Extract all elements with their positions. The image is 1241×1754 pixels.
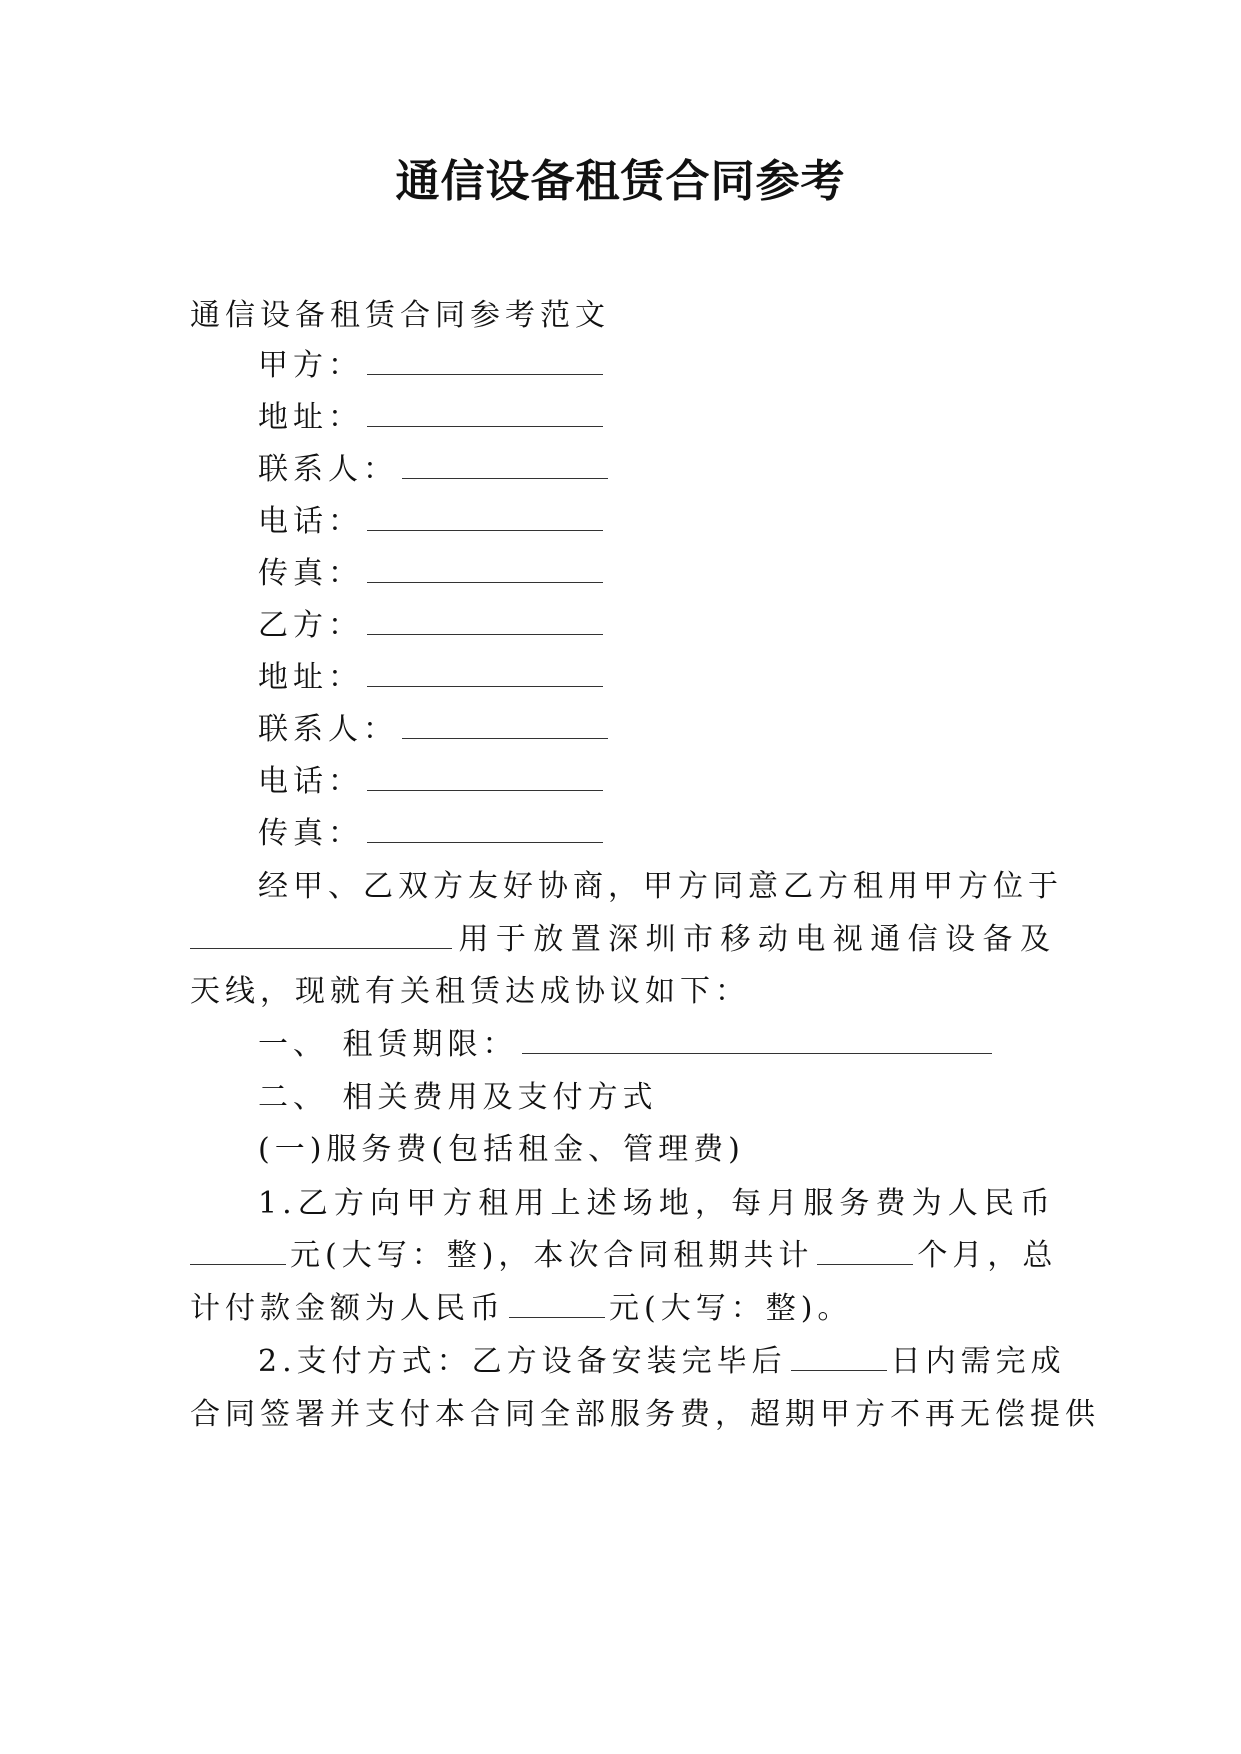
intro-line-1: 经甲、乙双方友好协商，甲方同意乙方租用甲方位于 xyxy=(258,869,1063,904)
party-b-contact-blank[interactable] xyxy=(402,732,608,739)
clause-2-line-1 xyxy=(258,1342,1066,1382)
clause-2-line-1a: 2.支付方式：乙方设备安装完毕后 xyxy=(258,1344,787,1379)
document-subtitle: 通信设备租赁合同参考范文 xyxy=(190,298,610,333)
party-b-fax-row xyxy=(258,814,1055,854)
party-a-address-blank[interactable] xyxy=(367,420,603,427)
party-b-blank[interactable] xyxy=(367,628,603,635)
intro-line-2-text: 用于放置深圳市移动电视通信设备及 xyxy=(456,922,1055,957)
party-b-address-blank[interactable] xyxy=(367,680,603,687)
months-blank[interactable] xyxy=(817,1258,913,1265)
clause-2-line-2: 合同签署并支付本合同全部服务费，超期甲方不再无偿提供 xyxy=(190,1397,1100,1432)
clause-1-line-3 xyxy=(190,1289,1055,1329)
party-a-address-row xyxy=(258,398,1055,438)
clause-1-line-2b: 个月，总 xyxy=(917,1238,1058,1273)
payment-days-blank[interactable] xyxy=(791,1364,887,1371)
party-b-address-row xyxy=(258,658,1055,698)
total-amount-blank[interactable] xyxy=(509,1311,605,1318)
party-a-fax-label: 传真： xyxy=(258,556,363,591)
party-a-phone-label: 电话： xyxy=(258,504,363,539)
intro-line-2 xyxy=(190,920,1055,960)
clause-1-line-2 xyxy=(190,1236,1058,1276)
clause-2-line-1b: 日内需完成 xyxy=(890,1344,1066,1379)
section-1-label: 租赁期限： xyxy=(342,1027,518,1062)
party-a-label: 甲方： xyxy=(258,348,363,383)
party-b-contact-label: 联系人： xyxy=(258,712,398,747)
lease-term-blank[interactable] xyxy=(522,1047,992,1054)
party-b-phone-row xyxy=(258,762,1055,802)
party-b-row xyxy=(258,606,1055,646)
party-a-phone-blank[interactable] xyxy=(367,524,603,531)
clause-1-line-3b: 元(大写：整)。 xyxy=(609,1291,853,1326)
location-blank[interactable] xyxy=(190,942,452,949)
party-a-contact-row xyxy=(258,450,1055,490)
party-b-fax-blank[interactable] xyxy=(367,836,603,843)
party-a-contact-label: 联系人： xyxy=(258,452,398,487)
section-1-number: 一、 xyxy=(258,1027,328,1062)
party-b-address-label: 地址： xyxy=(258,660,363,695)
party-b-phone-label: 电话： xyxy=(258,764,363,799)
party-a-phone-row xyxy=(258,502,1055,542)
intro-line-3: 天线，现就有关租赁达成协议如下： xyxy=(190,974,750,1009)
party-a-blank[interactable] xyxy=(367,368,603,375)
clause-1-line-3a: 计付款金额为人民币 xyxy=(190,1291,505,1326)
party-a-address-label: 地址： xyxy=(258,400,363,435)
section-2-label: 相关费用及支付方式 xyxy=(342,1080,658,1115)
party-a-fax-row xyxy=(258,554,1055,594)
section-2-number: 二、 xyxy=(258,1080,328,1115)
monthly-fee-blank[interactable] xyxy=(190,1258,286,1265)
party-a-contact-blank[interactable] xyxy=(402,472,608,479)
party-b-phone-blank[interactable] xyxy=(367,784,603,791)
party-b-label: 乙方： xyxy=(258,608,363,643)
party-b-fax-label: 传真： xyxy=(258,816,363,851)
clause-1-line-2a: 元(大写：整)，本次合同租期共计 xyxy=(290,1238,814,1273)
section-fees xyxy=(258,1078,1055,1118)
document-title: 通信设备租赁合同参考 xyxy=(395,156,846,207)
section-lease-term xyxy=(258,1025,1055,1065)
party-a-fax-blank[interactable] xyxy=(367,576,603,583)
party-a-row xyxy=(258,346,1055,386)
party-b-contact-row xyxy=(258,710,1055,750)
subsection-service-fee: (一)服务费(包括租金、管理费) xyxy=(258,1132,745,1167)
clause-1-line-1: 1.乙方向甲方租用上述场地，每月服务费为人民币 xyxy=(258,1186,1055,1221)
